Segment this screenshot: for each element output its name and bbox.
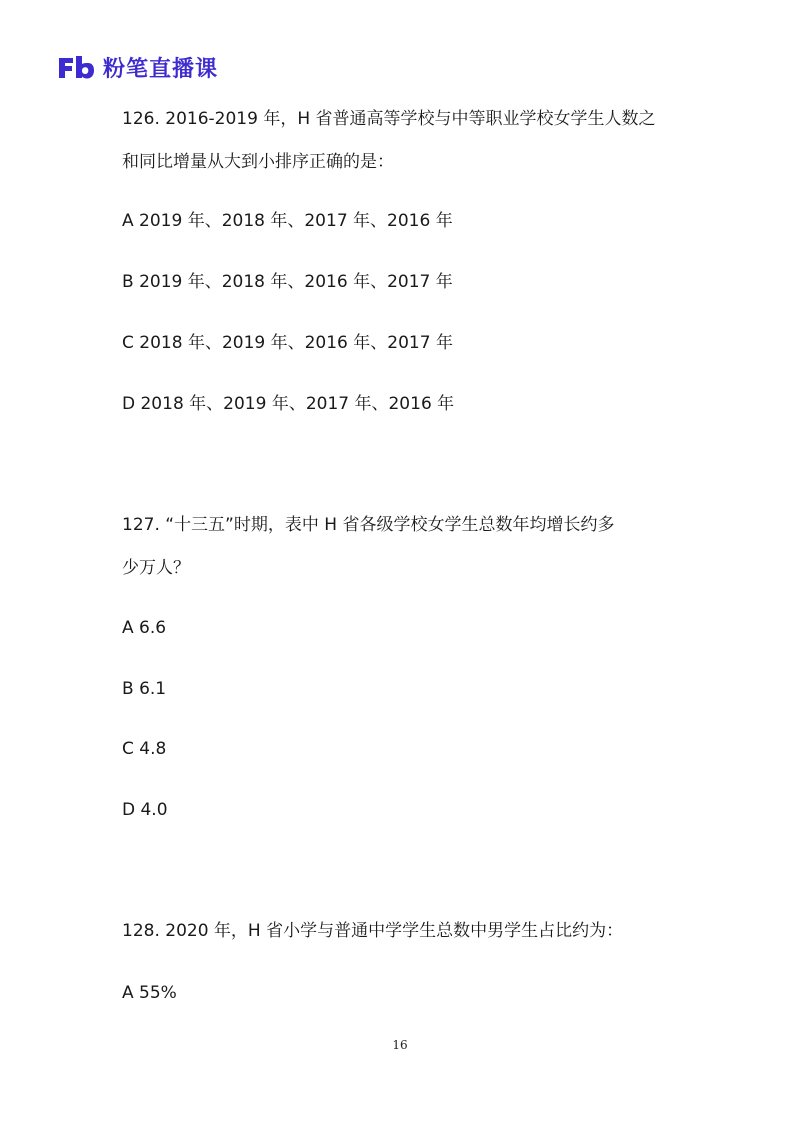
question-128-option-a: A 55% [122, 983, 177, 1003]
page-number: 16 [392, 1038, 408, 1052]
question-128-stem-line-1: 128. 2020 年，H 省小学与普通中学学生总数中男学生占比约为： [122, 921, 624, 941]
question-126-option-a: A 2019 年、2018 年、2017 年、2016 年 [122, 211, 453, 231]
fb-logo-icon [57, 55, 95, 81]
question-126-option-d: D 2018 年、2019 年、2017 年、2016 年 [122, 394, 455, 414]
question-127-option-d: D 4.0 [122, 800, 168, 820]
question-127-stem-line-1: 127. “十三五”时期，表中 H 省各级学校女学生总数年均增长约多 [122, 515, 615, 535]
question-126-option-b: B 2019 年、2018 年、2016 年、2017 年 [122, 272, 453, 292]
question-127-stem-line-2: 少万人？ [122, 558, 190, 578]
question-127-option-b: B 6.1 [122, 679, 167, 699]
question-127-option-a: A 6.6 [122, 618, 167, 638]
question-126-option-c: C 2018 年、2019 年、2016 年、2017 年 [122, 333, 453, 353]
question-127-option-c: C 4.8 [122, 739, 167, 759]
brand-logo [57, 52, 218, 83]
question-126-stem-line-1: 126. 2016-2019 年，H 省普通高等学校与中等职业学校女学生人数之 [122, 109, 656, 129]
question-126-stem-line-2: 和同比增量从大到小排序正确的是： [122, 152, 394, 172]
brand-name: 粉笔直播课 [103, 57, 219, 82]
